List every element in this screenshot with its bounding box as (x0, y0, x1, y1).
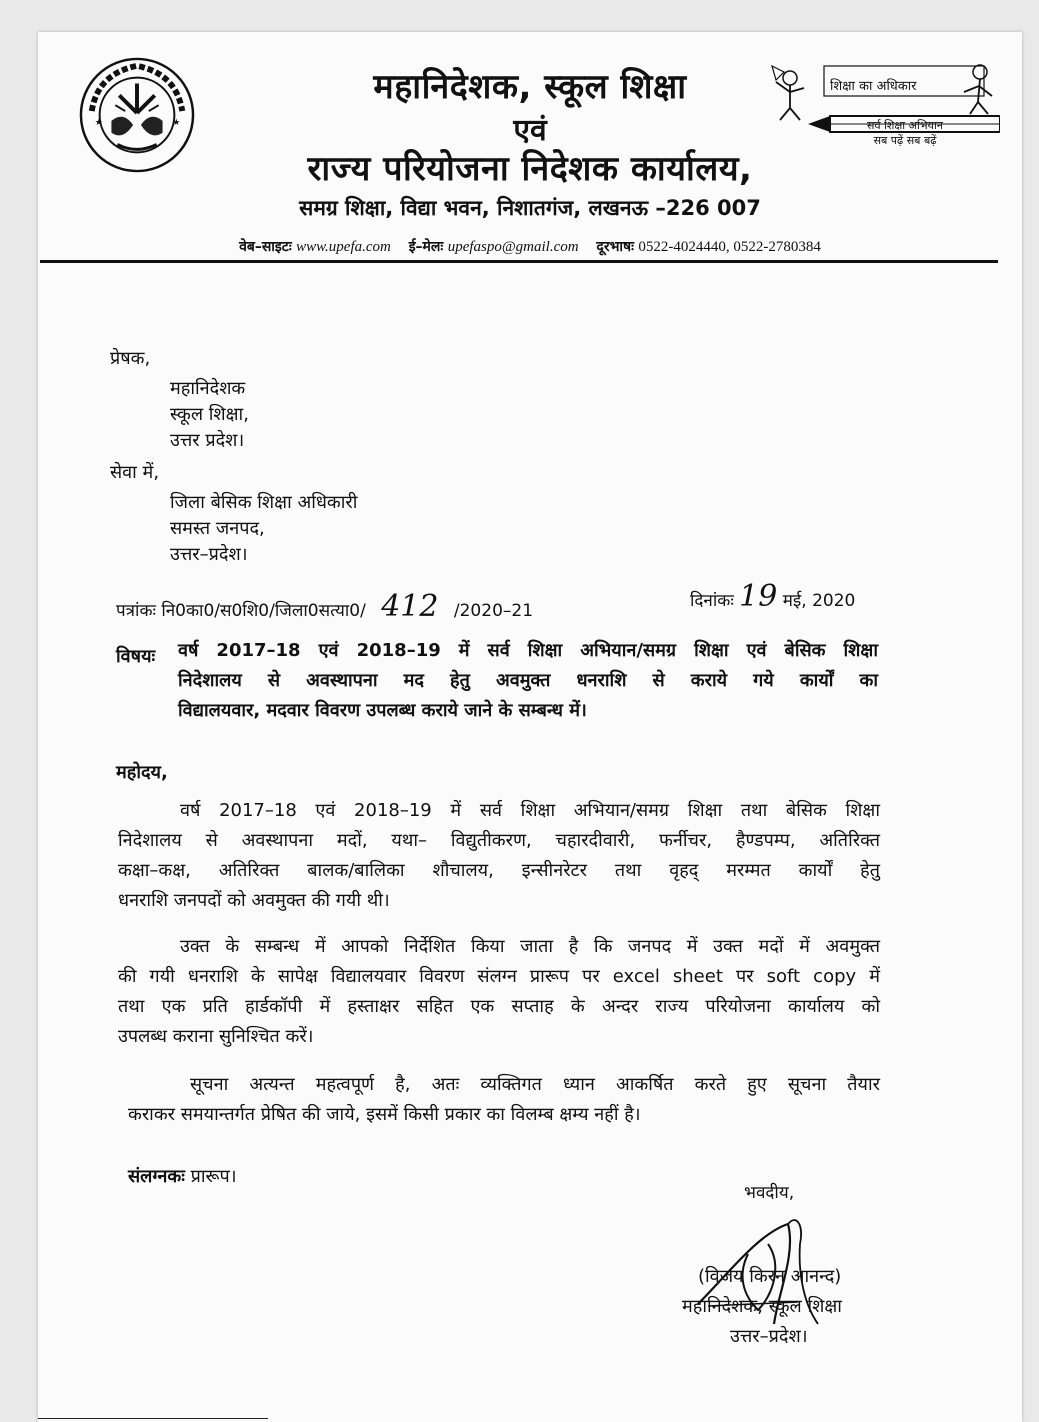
logo-motto: सब पढ़ें सब बढ़ें (873, 134, 937, 147)
recipient-line: समस्त जनपद, (170, 518, 265, 539)
paragraph-line: वर्ष 2017–18 एवं 2018–19 में सर्व शिक्षा अभियान/समग्र शिक्षा तथा बेसिक शिक्षा (180, 800, 880, 821)
subject-line: निदेशालय से अवस्थापना मद हेतु अवमुक्त धनराशि से कराये गये कार्यों का (178, 670, 878, 691)
reference-number: 412 (381, 589, 439, 624)
letter-page (38, 32, 1022, 1422)
date-day: 19 (739, 579, 778, 614)
phone-number: 0522-4024440, 0522-2780384 (638, 239, 821, 255)
paragraph-line: कक्षा–कक्ष, अतिरिक्त बालक/बालिका शौचालय, इन्सीनरेटर तथा वृहद् मरम्मत कार्यों हेतु (118, 860, 880, 881)
body-paragraph-3 (128, 1070, 880, 1130)
reference-year: /2020–21 (453, 601, 534, 621)
svg-text:★: ★ (94, 117, 103, 128)
phone-label: दूरभाषः (596, 239, 634, 255)
signatory-name: (विजय किरन आनन्द) (698, 1266, 842, 1287)
contact-line (38, 237, 1022, 256)
sender-line: उत्तर प्रदेश। (170, 430, 245, 451)
signatory-state: उत्तर–प्रदेश। (730, 1326, 808, 1347)
attachment-value: प्रारूप। (190, 1166, 237, 1187)
attachment-label: संलग्नकः (128, 1166, 185, 1187)
subject-line: वर्ष 2017–18 एवं 2018–19 में सर्व शिक्षा अभियान/समग्र शिक्षा एवं बेसिक शिक्षा (178, 640, 878, 661)
subject-label: विषयः (116, 646, 156, 667)
paragraph-line: तथा एक प्रति हार्डकॉपी में हस्ताक्षर सहित एक सप्ताह के अन्दर राज्य परियोजना कार्यालय को (118, 996, 880, 1017)
paragraph-line: कराकर समयान्तर्गत प्रेषित की जाये, इसमें किसी प्रकार का विलम्ब क्षम्य नहीं है। (128, 1104, 641, 1125)
paragraph-line: निदेशालय से अवस्थापना मदों, यथा– विद्युतीकरण, चहारदीवारी, फर्नीचर, हैण्डपम्प, अतिरिक्त (118, 830, 880, 851)
paragraph-line: उक्त के सम्बन्ध में आपको निर्देशित किया जाता है कि जनपद में उक्त मदों में अवमुक्त (180, 936, 880, 957)
sender-line: महानिदेशक (170, 378, 246, 399)
paragraph-line: धनराशि जनपदों को अवमुक्त की गयी थी। (118, 890, 390, 911)
subject-line: विद्यालयवार, मदवार विवरण उपलब्ध कराये जाने के सम्बन्ध में। (178, 700, 587, 721)
email-label: ई–मेलः (408, 239, 444, 255)
logo-tagline: शिक्षा का अधिकार (830, 79, 917, 94)
reference-label: पत्रांकः (116, 601, 156, 621)
paragraph-line: की गयी धनराशि के सापेक्ष विद्यालयवार विवरण संलग्न प्रारूप पर excel sheet पर soft copy में (118, 966, 880, 987)
header-address: समग्र शिक्षा, विद्या भवन, निशातगंज, लखनऊ –226 007 (299, 196, 761, 220)
header-title: महानिदेशक, स्कूल शिक्षा (373, 67, 687, 107)
website-label: वेब–साइटः (239, 239, 292, 255)
date-label: दिनांकः (690, 591, 734, 611)
recipient-line: जिला बेसिक शिक्षा अधिकारी (170, 492, 358, 513)
email-link[interactable]: upefaspo@gmail.com (447, 239, 579, 255)
reference-code: नि0का0/स0शि0/जिला0सत्या0/ (161, 601, 366, 621)
logo-scheme-motto (830, 118, 980, 148)
footer-rule (38, 1418, 268, 1419)
svg-text:★: ★ (172, 117, 181, 128)
sender-line: स्कूल शिक्षा, (170, 404, 249, 425)
recipient-block (170, 490, 357, 568)
logo-scheme: सर्व शिक्षा अभियान (867, 119, 943, 132)
header-office: राज्य परियोजना निदेशक कार्यालय, (307, 149, 753, 189)
paragraph-line: सूचना अत्यन्त महत्वपूर्ण है, अतः व्यक्तिगत ध्यान आकर्षित करते हुए सूचना तैयार (190, 1074, 880, 1095)
sender-block (170, 376, 249, 454)
date-line (690, 579, 856, 614)
date-month-year: मई, 2020 (782, 591, 856, 611)
subject-text (178, 636, 878, 726)
website-link[interactable]: www.upefa.com (296, 239, 391, 255)
header-conjunction: एवं (513, 113, 547, 148)
header-divider (40, 260, 998, 263)
signatory-designation: महानिदेशक, स्कूल शिक्षा (682, 1296, 842, 1317)
paragraph-line: उपलब्ध कराना सुनिश्चित करें। (118, 1026, 314, 1047)
body-paragraph-1 (118, 796, 880, 916)
recipient-line: उत्तर–प्रदेश। (170, 544, 248, 565)
salutation: महोदय, (116, 762, 168, 783)
attachment-line (128, 1164, 237, 1188)
body-paragraph-2 (118, 932, 880, 1052)
recipient-label: सेवा में, (110, 462, 160, 483)
closing: भवदीय, (744, 1183, 795, 1203)
sender-label: प्रेषक, (110, 348, 151, 369)
reference-line (116, 589, 534, 624)
